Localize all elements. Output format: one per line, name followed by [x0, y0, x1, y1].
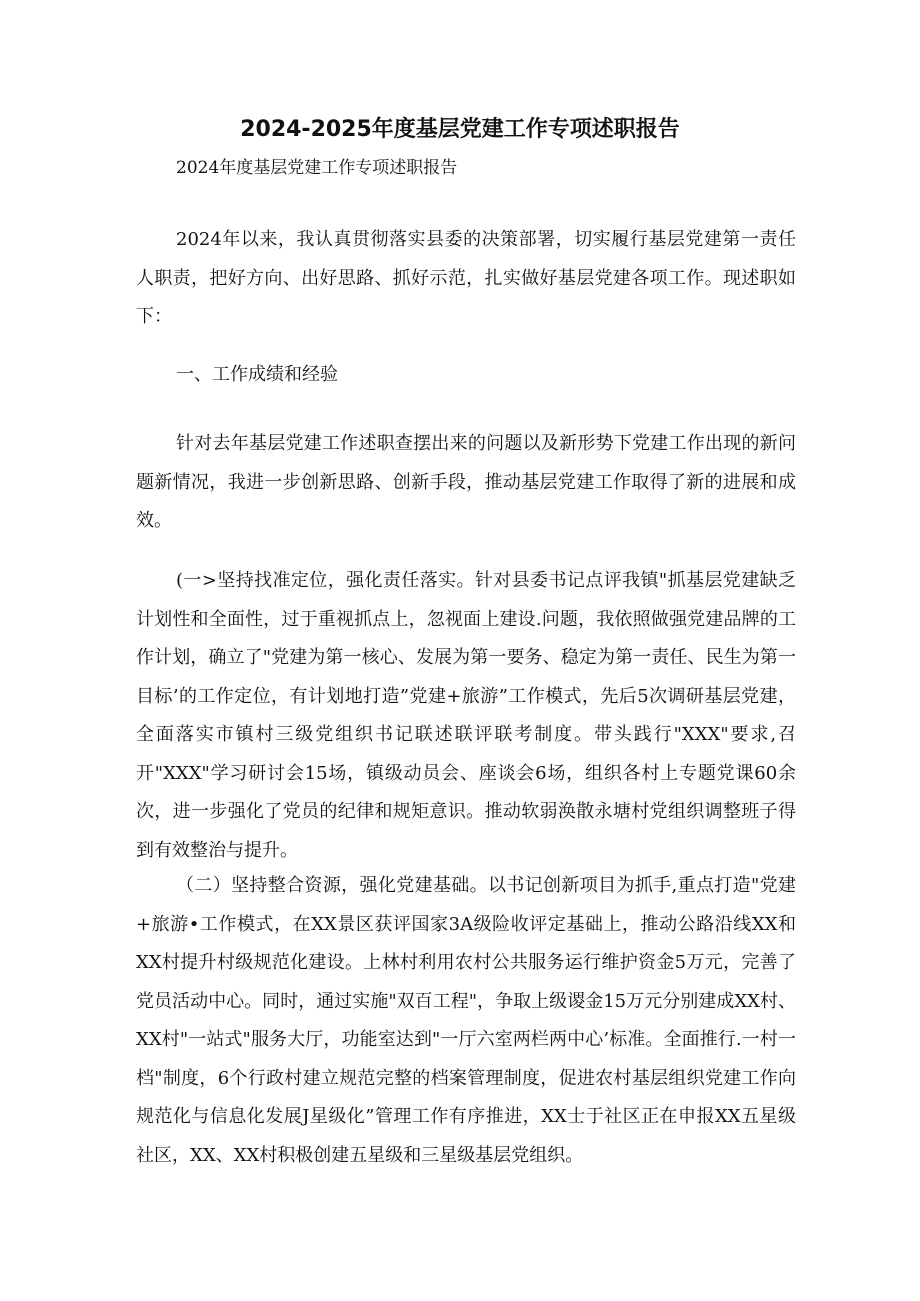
item-two-paragraph: （二）坚持整合资源，强化党建基础。以书记创新项目为抓手,重点打造"党建+旅游•工作模式，在XX景区获评国家3A级险收评定基础上，推动公路沿线XX和XX村提升村级规范化建设。上林村利用农村公共服务运行维护资金5万元，完善了党员活动中心。同时，通过实施"双百工程"，争取上级谡金15万元分别建成XX村、XX村"一站式"服务大厅，功能室达到"一厅六室两栏两中心’标准。全面推行.一村一档"制度，6个行政村建立规范完整的档案管理制度，促进农村基层组织党建工作向规范化与信息化发展J星级化”管理工作有序推进，XX士于社区正在申报XX五星级社区，XX、XX村积极创建五星级和三星级基层党组织。 [136, 875, 796, 1166]
item-one-paragraph: (一>坚持找准定位，强化责任落实。针对县委书记点评我镇"抓基层党建缺乏计划性和全面性，过于重视抓点上，忽视面上建设.问题，我依照做强党建品牌的工作计划，确立了"党建为第一核心、发展为第一要务、稳定为第一责任、民生为第一目标’的工作定位，有计划地打造”党建+旅游”工作模式，先后5次调研基层党建，全面落实市镇村三级党组织书记联述联评联考制度。带头践行"XXX"要求,召开"XXX"学习研讨会15场，镇级动员会、座谈会6场，组织各村上专题党课60余次，进一步强化了党员的纪律和规矩意识。推动软弱涣散永塘村党组织调整班子得到有效整治与提升。 [136, 570, 796, 861]
section-intro-paragraph: 针对去年基层党建工作述职查摆出来的问题以及新形势下党建工作出现的新问题新情况，我进一步创新思路、创新手段，推动基层党建工作取得了新的进展和成效。 [136, 433, 796, 531]
document-title: 2024-2025年度基层党建工作专项述职报告 [240, 117, 680, 142]
document-subtitle: 2024年度基层党建工作专项述职报告 [176, 158, 458, 178]
section-heading: 一、工作成绩和经验 [176, 364, 338, 385]
intro-paragraph: 2024年以来，我认真贯彻落实县委的决策部署，切实履行基层党建第一责任人职责，把好方向、出好思路、抓好示范，扎实做好基层党建各项工作。现述职如下： [136, 229, 796, 327]
